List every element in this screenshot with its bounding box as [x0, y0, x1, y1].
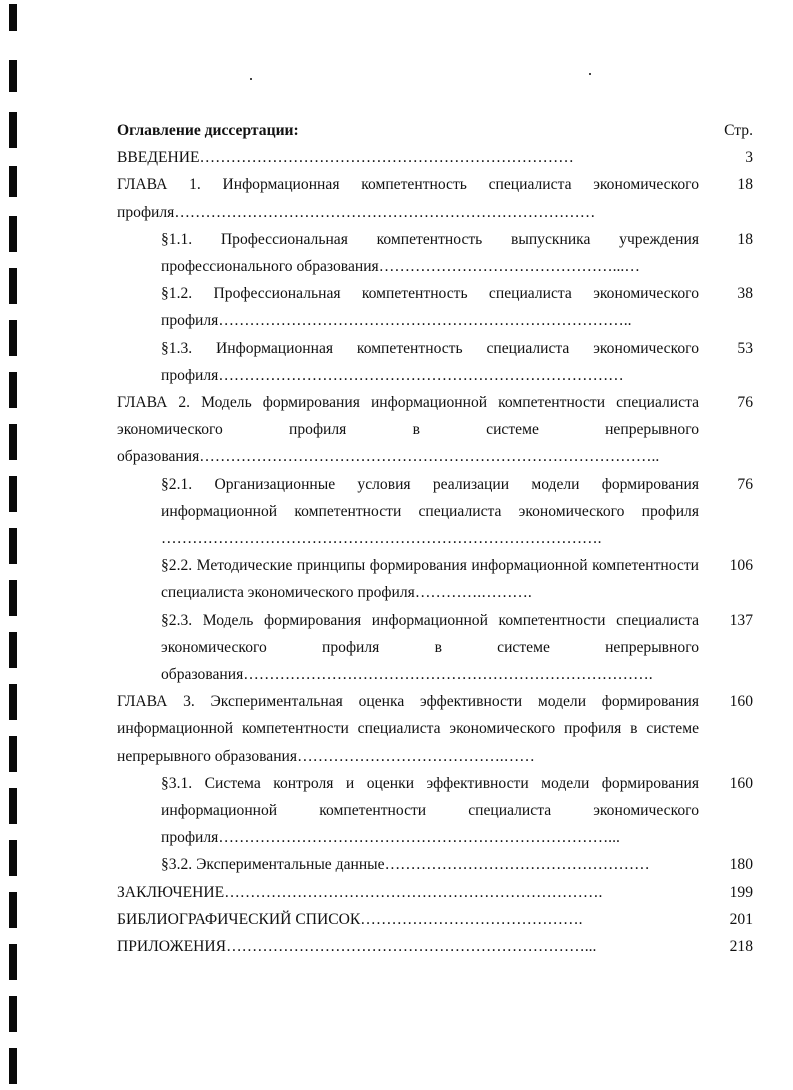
binding-mark — [9, 996, 17, 1032]
toc-header — [117, 117, 753, 144]
toc-entry-page: 180 — [729, 856, 753, 874]
toc-entry-introduction[interactable] — [117, 144, 753, 171]
binding-mark — [9, 840, 17, 876]
binding-mark — [9, 166, 17, 197]
binding-mark — [9, 736, 17, 772]
binding-mark — [9, 944, 17, 980]
toc-entry-page: 160 — [729, 693, 753, 711]
binding-mark — [9, 60, 17, 92]
toc-entry-page: 18 — [737, 176, 753, 194]
toc-entry-page: 201 — [729, 910, 753, 928]
toc-entry-page: 199 — [729, 883, 753, 901]
binding-mark — [9, 632, 17, 668]
toc-entry-text: §1.3. Информационная компетентность специалиста экономического профиля…………………………………………………………………… — [161, 339, 699, 384]
toc-entry-text: ГЛАВА 2. Модель формирования информационной компетентности специалиста экономического профиля в системе непрерывного образования…………………………………………………………………………….. — [117, 394, 699, 466]
toc-entry-text: ПРИЛОЖЕНИЯ……………………………………………………………... — [117, 938, 597, 956]
toc-entry-text: ГЛАВА 3. Экспериментальная оценка эффективности модели формирования информационной компетентности специалиста экономического профиля в системе непрерывного образования………………………………….…… — [117, 693, 699, 765]
toc-entry-text: §3.2. Экспериментальные данные…………………………………………… — [161, 856, 650, 874]
toc-entry-conclusion[interactable] — [117, 879, 753, 906]
toc-entry-page: 38 — [737, 285, 753, 303]
binding-mark — [9, 4, 17, 31]
binding-mark — [9, 320, 17, 356]
toc-entry-section-1-3[interactable] — [117, 335, 753, 389]
toc-entry-text: ЗАКЛЮЧЕНИЕ………………………………………………………………. — [117, 883, 603, 901]
toc-entry-text: ГЛАВА 1. Информационная компетентность специалиста экономического профиля……………………………………………………………………… — [117, 176, 699, 221]
scan-speck — [589, 73, 591, 75]
toc-entry-section-2-1[interactable] — [117, 471, 753, 553]
toc-entry-page: 76 — [737, 475, 753, 493]
toc-entry-section-2-2[interactable] — [117, 552, 753, 606]
binding-mark — [9, 112, 17, 148]
binding-mark — [9, 580, 17, 616]
toc-entry-chapter-2[interactable] — [117, 389, 753, 471]
toc-entry-section-1-1[interactable] — [117, 226, 753, 280]
toc-entry-page: 106 — [729, 557, 753, 575]
toc-entry-section-2-3[interactable] — [117, 607, 753, 689]
toc-entry-section-1-2[interactable] — [117, 280, 753, 334]
toc-entry-text: §2.1. Организационные условия реализации модели формирования информационной компетентности специалиста экономического профиля …………………………………………………………………………. — [161, 475, 699, 548]
toc-entry-text: §1.2. Профессиональная компетентность специалиста экономического профиля…………………………………………………………………….. — [161, 285, 699, 330]
toc-entry-page: 76 — [737, 394, 753, 412]
toc-entry-appendices[interactable] — [117, 933, 753, 960]
toc-entry-text: §2.2. Методические принципы формирования информационной компетентности специалиста экономического профиля………….………. — [161, 557, 699, 602]
binding-mark — [9, 528, 17, 564]
binding-mark — [9, 372, 17, 408]
toc-entry-chapter-3[interactable] — [117, 688, 753, 770]
toc-entry-text: §1.1. Профессиональная компетентность выпускника учреждения профессионального образования………………………………………...… — [161, 230, 699, 275]
binding-mark — [9, 268, 17, 304]
toc-entry-page: 137 — [729, 611, 753, 629]
toc-entry-section-3-2[interactable] — [117, 851, 753, 878]
binding-mark — [9, 1048, 17, 1084]
toc-entry-section-3-1[interactable] — [117, 770, 753, 852]
binding-mark — [9, 684, 17, 720]
table-of-contents — [117, 117, 753, 960]
toc-entry-page: 53 — [737, 339, 753, 357]
binding-mark — [9, 216, 17, 252]
toc-entry-text: §3.1. Система контроля и оценки эффективности модели формирования информационной компетентности специалиста экономического профиля…………………………………………………………………... — [161, 774, 699, 847]
binding-edge — [0, 0, 20, 1090]
toc-entry-text: ВВЕДЕНИЕ……………………………………………………………… — [117, 149, 574, 167]
binding-mark — [9, 788, 17, 824]
toc-entry-page: 3 — [745, 149, 753, 167]
toc-entry-page: 18 — [737, 230, 753, 248]
binding-mark — [9, 476, 17, 512]
toc-entry-text: §2.3. Модель формирования информационной компетентности специалиста экономического профиля в системе непрерывного образования……………………………………………………………………. — [161, 611, 699, 684]
toc-entry-page: 218 — [729, 938, 753, 956]
toc-heading: Оглавление диссертации: — [117, 122, 299, 139]
scan-speck — [250, 78, 252, 80]
page-column-label: Стр. — [724, 122, 753, 139]
toc-entry-chapter-1[interactable] — [117, 171, 753, 225]
toc-entry-text: БИБЛИОГРАФИЧЕСКИЙ СПИСОК……………………………………. — [117, 910, 583, 928]
binding-mark — [9, 424, 17, 460]
toc-entry-bibliography[interactable] — [117, 906, 753, 933]
binding-mark — [9, 892, 17, 928]
toc-entry-page: 160 — [729, 774, 753, 792]
